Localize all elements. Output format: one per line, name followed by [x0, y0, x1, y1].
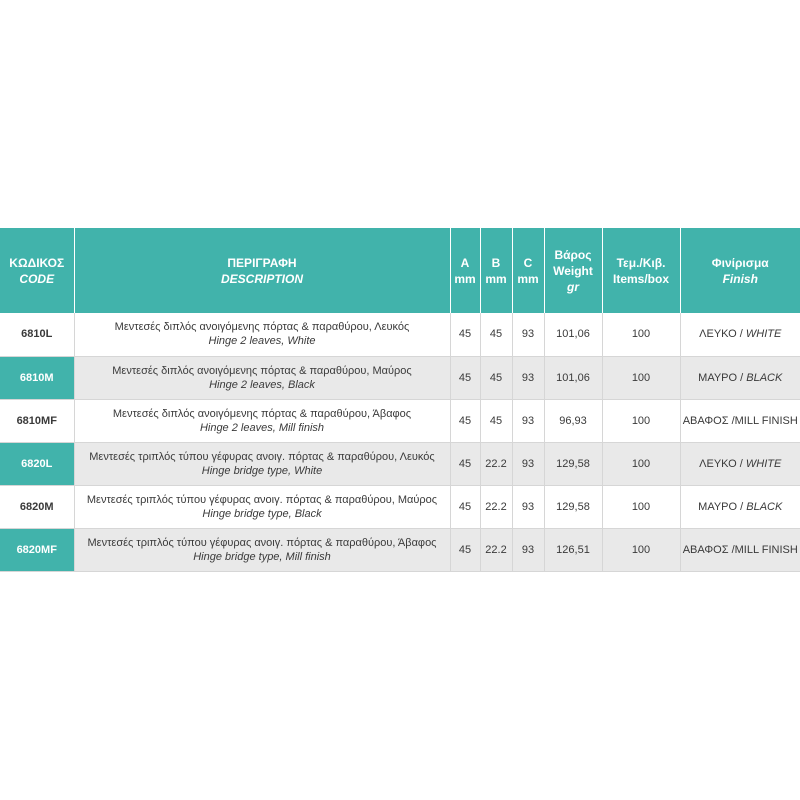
- cell-a: 45: [450, 356, 480, 399]
- cell-description: [74, 528, 450, 571]
- cell-code: 6810MF: [0, 399, 74, 442]
- cell-c: 93: [512, 528, 544, 571]
- table-row: [0, 399, 800, 442]
- cell-description: [74, 485, 450, 528]
- cell-a: 45: [450, 399, 480, 442]
- header-c: [512, 228, 544, 313]
- cell-c: 93: [512, 485, 544, 528]
- table-row: [0, 313, 800, 356]
- header-a-unit: mm: [454, 271, 476, 286]
- header-weight-unit: gr: [567, 279, 579, 294]
- cell-finish: [680, 528, 800, 571]
- cell-code: 6820L: [0, 442, 74, 485]
- description-gr: Μεντεσές διπλός ανοιγόμενης πόρτας & παραθύρου, Άβαφος: [112, 407, 412, 420]
- cell-items: 100: [602, 399, 680, 442]
- header-items-en: Items/box: [612, 271, 669, 286]
- cell-items: 100: [602, 356, 680, 399]
- description-en: Hinge 2 leaves, White: [208, 335, 316, 348]
- cell-c: 93: [512, 313, 544, 356]
- cell-weight: 129,58: [544, 485, 602, 528]
- description-gr: Μεντεσές διπλός ανοιγόμενης πόρτας & παραθύρου, Μαύρος: [112, 364, 412, 377]
- cell-items: 100: [602, 528, 680, 571]
- finish-gr: ΑΒΑΦΟΣ /: [682, 414, 735, 427]
- table-row: [0, 528, 800, 571]
- header-code-en: CODE: [19, 271, 55, 286]
- cell-weight: 96,93: [544, 399, 602, 442]
- cell-b: 45: [480, 313, 512, 356]
- header-weight-en: Weight: [553, 263, 593, 278]
- cell-weight: 126,51: [544, 528, 602, 571]
- finish-en: BLACK: [746, 371, 783, 384]
- header-weight: [544, 228, 602, 313]
- cell-description: [74, 399, 450, 442]
- description-en: Hinge bridge type, Black: [202, 507, 322, 520]
- cell-weight: 101,06: [544, 356, 602, 399]
- cell-a: 45: [450, 442, 480, 485]
- table-row: [0, 485, 800, 528]
- finish-gr: ΑΒΑΦΟΣ /: [682, 543, 735, 556]
- table-header-row: [0, 228, 800, 313]
- cell-finish: [680, 442, 800, 485]
- finish-en: WHITE: [745, 457, 782, 470]
- cell-b: 45: [480, 399, 512, 442]
- description-en: Hinge bridge type, White: [201, 464, 323, 477]
- header-c-unit: mm: [517, 271, 539, 286]
- cell-finish: [680, 399, 800, 442]
- header-a-label: A: [460, 255, 470, 270]
- header-c-label: C: [523, 255, 533, 270]
- cell-b: 22.2: [480, 485, 512, 528]
- finish-en: WHITE: [745, 328, 782, 341]
- description-gr: Μεντεσές τριπλός τύπου γέφυρας ανοιγ. πόρτας & παραθύρου, Λευκός: [89, 450, 435, 463]
- header-weight-gr: Βάρος: [554, 247, 592, 262]
- cell-code: 6820M: [0, 485, 74, 528]
- cell-code: 6810M: [0, 356, 74, 399]
- description-en: Hinge 2 leaves, Black: [209, 378, 315, 391]
- header-code-gr: ΚΩΔΙΚΟΣ: [9, 255, 65, 270]
- cell-weight: 101,06: [544, 313, 602, 356]
- cell-a: 45: [450, 485, 480, 528]
- table-row: [0, 356, 800, 399]
- cell-description: [74, 313, 450, 356]
- cell-items: 100: [602, 313, 680, 356]
- finish-gr: ΛΕΥΚΟ /: [699, 457, 746, 470]
- cell-items: 100: [602, 442, 680, 485]
- cell-code: 6810L: [0, 313, 74, 356]
- cell-finish: [680, 356, 800, 399]
- header-a: [450, 228, 480, 313]
- cell-items: 100: [602, 485, 680, 528]
- cell-finish: [680, 313, 800, 356]
- header-description-en: DESCRIPTION: [220, 271, 303, 286]
- cell-code: 6820MF: [0, 528, 74, 571]
- cell-a: 45: [450, 313, 480, 356]
- cell-b: 22.2: [480, 528, 512, 571]
- finish-gr: ΛΕΥΚΟ /: [699, 328, 746, 341]
- cell-c: 93: [512, 356, 544, 399]
- table-row: [0, 442, 800, 485]
- header-b-unit: mm: [485, 271, 507, 286]
- header-finish: [680, 228, 800, 313]
- cell-finish: [680, 485, 800, 528]
- description-gr: Μεντεσές διπλός ανοιγόμενης πόρτας & παραθύρου, Λευκός: [114, 321, 410, 334]
- header-description: [74, 228, 450, 313]
- cell-weight: 129,58: [544, 442, 602, 485]
- description-en: Hinge 2 leaves, Mill finish: [199, 421, 325, 434]
- header-b: [480, 228, 512, 313]
- header-finish-en: Finish: [722, 271, 758, 286]
- finish-en: MILL FINISH: [734, 414, 798, 427]
- cell-c: 93: [512, 399, 544, 442]
- header-b-label: B: [491, 255, 501, 270]
- description-gr: Μεντεσές τριπλός τύπου γέφυρας ανοιγ. πόρτας & παραθύρου, Άβαφος: [87, 536, 437, 549]
- cell-description: [74, 356, 450, 399]
- finish-gr: ΜΑΥΡΟ /: [698, 371, 747, 384]
- finish-en: BLACK: [746, 500, 783, 513]
- header-code: [0, 228, 74, 313]
- header-items-gr: Τεμ./Κιβ.: [616, 255, 666, 270]
- header-finish-gr: Φινίρισμα: [711, 255, 769, 270]
- description-en: Hinge bridge type, Mill finish: [193, 550, 331, 563]
- header-items: [602, 228, 680, 313]
- cell-b: 45: [480, 356, 512, 399]
- description-gr: Μεντεσές τριπλός τύπου γέφυρας ανοιγ. πόρτας & παραθύρου, Μαύρος: [86, 493, 438, 506]
- cell-description: [74, 442, 450, 485]
- cell-b: 22.2: [480, 442, 512, 485]
- header-description-gr: ΠΕΡΙΓΡΑΦΗ: [227, 255, 297, 270]
- product-spec-table: [0, 228, 800, 572]
- finish-en: MILL FINISH: [734, 543, 798, 556]
- finish-gr: ΜΑΥΡΟ /: [698, 500, 747, 513]
- cell-a: 45: [450, 528, 480, 571]
- cell-c: 93: [512, 442, 544, 485]
